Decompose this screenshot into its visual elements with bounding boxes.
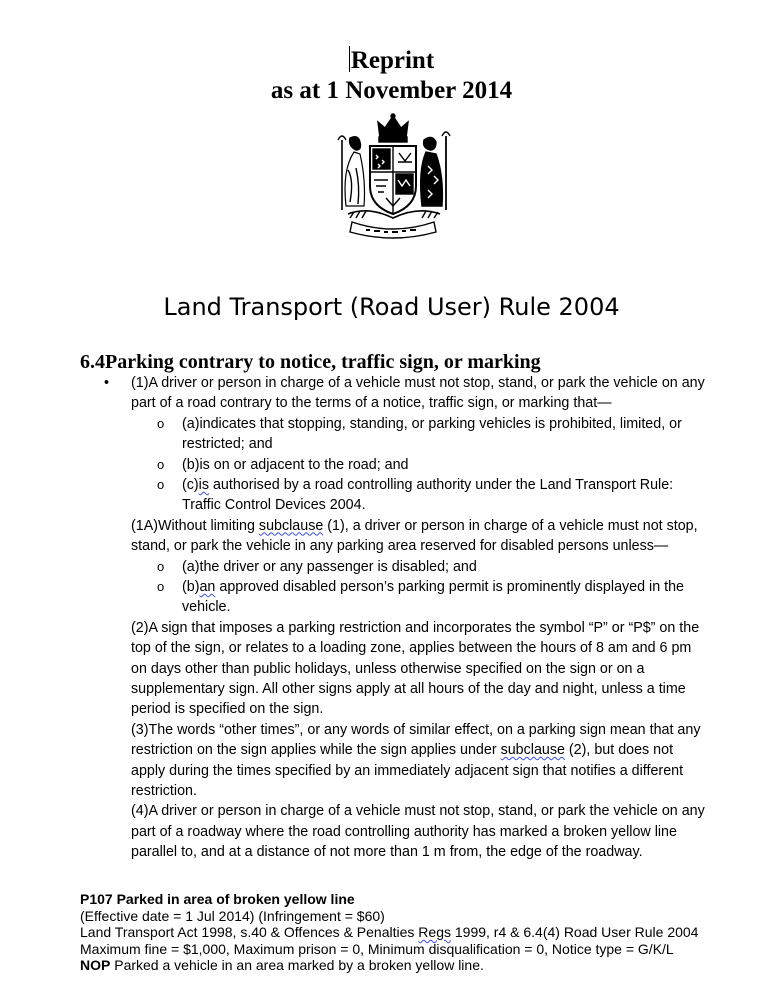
offence-code-title: P107 Parked in area of broken yellow line [80, 891, 355, 907]
section-number: 6.4 [80, 351, 105, 373]
clause-1a-item-b-line-1 [182, 577, 684, 597]
clause-4-line-1: (4)A driver or person in charge of a vehicle must not stop, stand, or park the vehicle on any [131, 803, 705, 819]
clause-3-text-b: (2), but does not [564, 742, 674, 758]
clause-1a-item-a: (a)the driver or any passenger is disabled; and [182, 558, 477, 575]
spellcheck-word: subclause [500, 742, 565, 758]
text-cursor [349, 46, 350, 72]
offence-nop [80, 957, 698, 974]
nop-text: Parked a vehicle in an area marked by a broken yellow line. [110, 957, 484, 973]
clause-4-line-2: part of a roadway where the road controlling authority has marked a broken yellow line [131, 823, 677, 840]
reprint-heading [0, 46, 783, 106]
spellcheck-word: an [199, 579, 216, 595]
clause-1-item-a-line-1: (a)indicates that stopping, standing, or parking vehicles is prohibited, limited, or [182, 416, 682, 432]
clause-1a-line-1 [131, 516, 698, 536]
clause-3-line-1: (3)The words “other times”, or any words of similar effect, on a parking sign mean that any [131, 721, 701, 738]
sub-bullet-marker: o [157, 558, 165, 574]
sub-bullet-marker: o [157, 456, 165, 472]
clause-2-line-5: period is specified on the sign. [131, 701, 324, 717]
clause-1-item-a-line-2: restricted; and [182, 436, 273, 452]
spellcheck-word: is [198, 477, 209, 493]
section-title: Parking contrary to notice, traffic sign, or marking [105, 351, 541, 373]
spellcheck-word: subclause [258, 517, 324, 534]
clause-1a-text-b: (1), a driver or person in charge of a vehicle must not stop, [323, 517, 698, 534]
item-b-label: (b) [182, 579, 200, 595]
clause-1-item-c-line-2: Traffic Control Devices 2004. [182, 497, 366, 513]
clause-4-line-3: parallel to, and at a distance of not more than 1 m from, the edge of the roadway. [131, 844, 643, 860]
section-heading [80, 349, 541, 375]
bullet-marker: • [104, 375, 110, 391]
clause-3-text-a: restriction on the sign applies while the sign applies under [131, 742, 501, 758]
sub-bullet-marker: o [157, 477, 165, 492]
offence-act-a: Land Transport Act 1998, s.40 & Offences & Penalties [80, 924, 419, 940]
clause-1-item-c-line-1 [182, 475, 673, 495]
clause-3-line-4: restriction. [131, 783, 197, 799]
nop-label: NOP [80, 957, 111, 973]
offence-act [80, 924, 698, 941]
clause-3-line-2 [131, 740, 673, 760]
offence-effective: (Effective date = 1 Jul 2014) (Infringement = $60) [80, 907, 385, 924]
clause-1a-line-2: stand, or park the vehicle in any parking area reserved for disabled persons unless— [131, 538, 669, 554]
clause-3-line-3: apply during the times specified by an immediately adjacent sign that notifies a different [131, 762, 684, 779]
clause-1-item-b: (b)is on or adjacent to the road; and [182, 456, 409, 473]
spellcheck-word: Regs [418, 924, 451, 940]
reprint-date: as at 1 November 2014 [270, 77, 513, 104]
sub-bullet-marker: o [157, 416, 165, 431]
clause-1a-item-b-line-2: vehicle. [182, 599, 231, 615]
clause-1-line-2: part of a road contrary to the terms of a notice, traffic sign, or marking that— [131, 395, 612, 412]
sub-bullet-marker: o [157, 579, 165, 594]
item-c-label: (c) [182, 477, 199, 493]
clause-1-line-1: (1)A driver or person in charge of a vehicle must not stop, stand, or park the vehicle on any [131, 375, 705, 391]
offence-act-c: 1999, r4 & 6.4(4) Road User Rule 2004 [450, 924, 699, 940]
item-b-text: approved disabled person’s parking permit is prominently displayed in the [215, 579, 685, 595]
reprint-label: Reprint [350, 47, 435, 74]
clause-1a-text-a: (1A)Without limiting [131, 517, 259, 534]
clause-2-line-4: supplementary sign. All other signs apply at all hours of the day and night, unless a time [131, 681, 686, 697]
offence-penalties: Maximum fine = $1,000, Maximum prison = 0, Minimum disqualification = 0, Notice type = G/K/L [80, 940, 674, 957]
offence-block [80, 891, 698, 974]
clause-2-line-3: on days other than public holidays, unless otherwise specified on the sign or on a [131, 660, 645, 677]
rule-title: Land Transport (Road User) Rule 2004 [163, 293, 620, 321]
clause-2-line-2: top of the sign, or relates to a loading zone, applies between the hours of 8 am and 6 pm [131, 640, 692, 656]
coat-of-arms-image [318, 110, 468, 242]
item-c-text: authorised by a road controlling authority under the Land Transport Rule: [209, 477, 674, 493]
clause-2-line-1: (2)A sign that imposes a parking restriction and incorporates the symbol “P” or “P$” on the [131, 619, 700, 636]
